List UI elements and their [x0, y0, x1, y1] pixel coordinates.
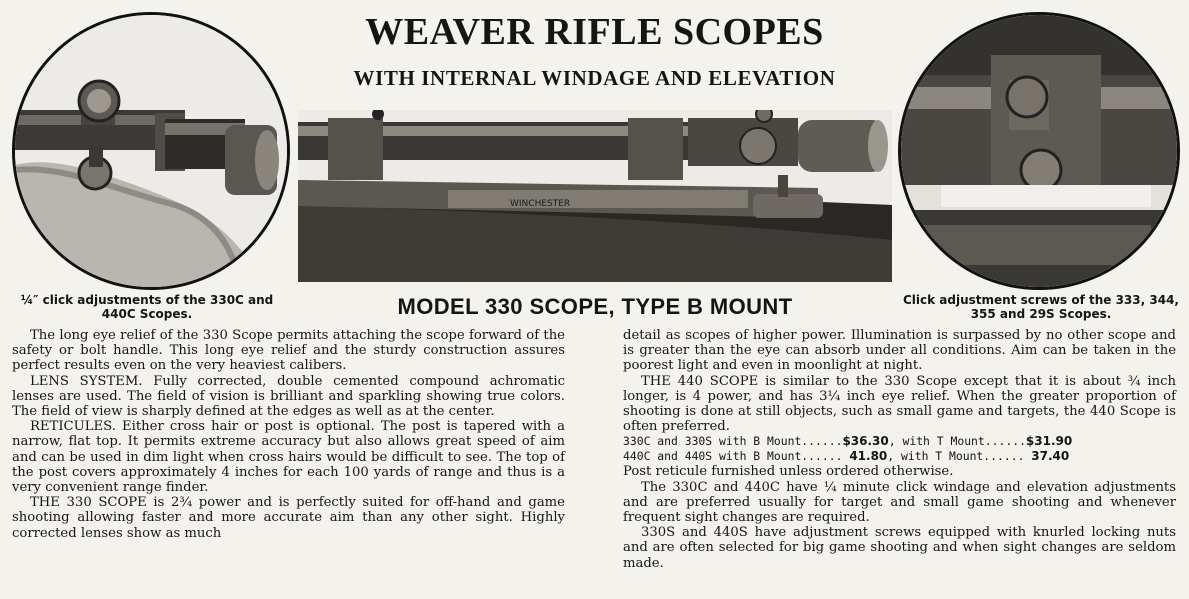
page-subtitle: WITH INTERNAL WINDAGE AND ELEVATION [353, 66, 836, 90]
paragraph-reticules: RETICULES. Either cross hair or post is optional. The post is tapered with a narrow, flat top. It permits extreme accuracy but also allows great speed of aim and can be used in dim light when cross hairs would be difficult to see. The top of the post covers approximately 4 inches for each 100 yards of range and thus is a very convenient range finder. [12, 419, 565, 496]
paragraph-lens-system: LENS SYSTEM. Fully corrected, double cemented compound achromatic lenses are used. The field of vision is brilliant and sparkling showing true colors. The field of view is sharply defined at the edges as well as at the center. [12, 373, 565, 420]
rifle-scope-photo [298, 110, 892, 282]
price-440-label: 440C and 440S with B Mount...... [623, 449, 850, 464]
paragraph-click-adjustments: The 330C and 440C have ¼ minute click windage and elevation adjustments and are preferred usually for target and small game shooting and whenever frequent sight changes are required. [623, 479, 1176, 526]
price-330-t-mount: $31.90 [1025, 434, 1073, 449]
left-detail-photo [12, 12, 290, 290]
right-text-column [623, 328, 1176, 571]
left-photo-caption: ¼″ click adjustments of the 330C and 440C Scopes. [20, 293, 274, 321]
paragraph-440-scope: THE 440 SCOPE is similar to the 330 Scope except that it is about ¾ inch longer, is 4 power, and has 3¼ inch eye relief. When the greater proportion of shooting is done at still objects, such as small game and targets, the 440 Scope is often preferred. [623, 373, 1176, 435]
price-330-t-label: , with T Mount...... [888, 434, 1026, 449]
paragraph-adjustment-screws: 330S and 440S have adjustment screws equipped with knurled locking nuts and are often selected for big game shooting and when sight changes are seldom made. [623, 525, 1176, 571]
page-title: WEAVER RIFLE SCOPES [365, 11, 824, 53]
price-row-330 [623, 434, 1176, 449]
paragraph-eye-relief: The long eye relief of the 330 Scope permits attaching the scope forward of the safety or bolt handle. This long eye relief and the sturdy construction assures perfect results even on the very heaviest calibers. [12, 328, 565, 374]
left-text-column [12, 328, 565, 541]
model-heading: MODEL 330 SCOPE, TYPE B MOUNT [397, 294, 793, 319]
paragraph-detail-continued: detail as scopes of higher power. Illumination is surpassed by no other scope and is greater than the eye can absorb under all conditions. Aim can be taken in the poorest light and even in moonlight at night. [623, 328, 1176, 374]
price-330-b-mount: $36.30 [842, 434, 889, 449]
price-440-t-mount: 37.40 [1031, 449, 1070, 464]
price-440-b-mount: 41.80 [849, 449, 888, 464]
right-photo-caption: Click adjustment screws of the 333, 344, 355 and 29S Scopes. [903, 293, 1179, 321]
price-440-t-label: , with T Mount...... [887, 449, 1032, 464]
price-row-440 [623, 449, 1176, 464]
rifle-engraving: WINCHESTER [510, 199, 571, 209]
paragraph-post-reticule: Post reticule furnished unless ordered otherwise. [623, 464, 954, 480]
price-330-label: 330C and 330S with B Mount...... [623, 434, 843, 449]
paragraph-330-scope: THE 330 SCOPE is 2¾ power and is perfectly suited for off-hand and game shooting allowing faster and more accurate aim than any other sight. Highly corrected lenses show as much [12, 495, 565, 541]
right-detail-photo [898, 12, 1180, 290]
